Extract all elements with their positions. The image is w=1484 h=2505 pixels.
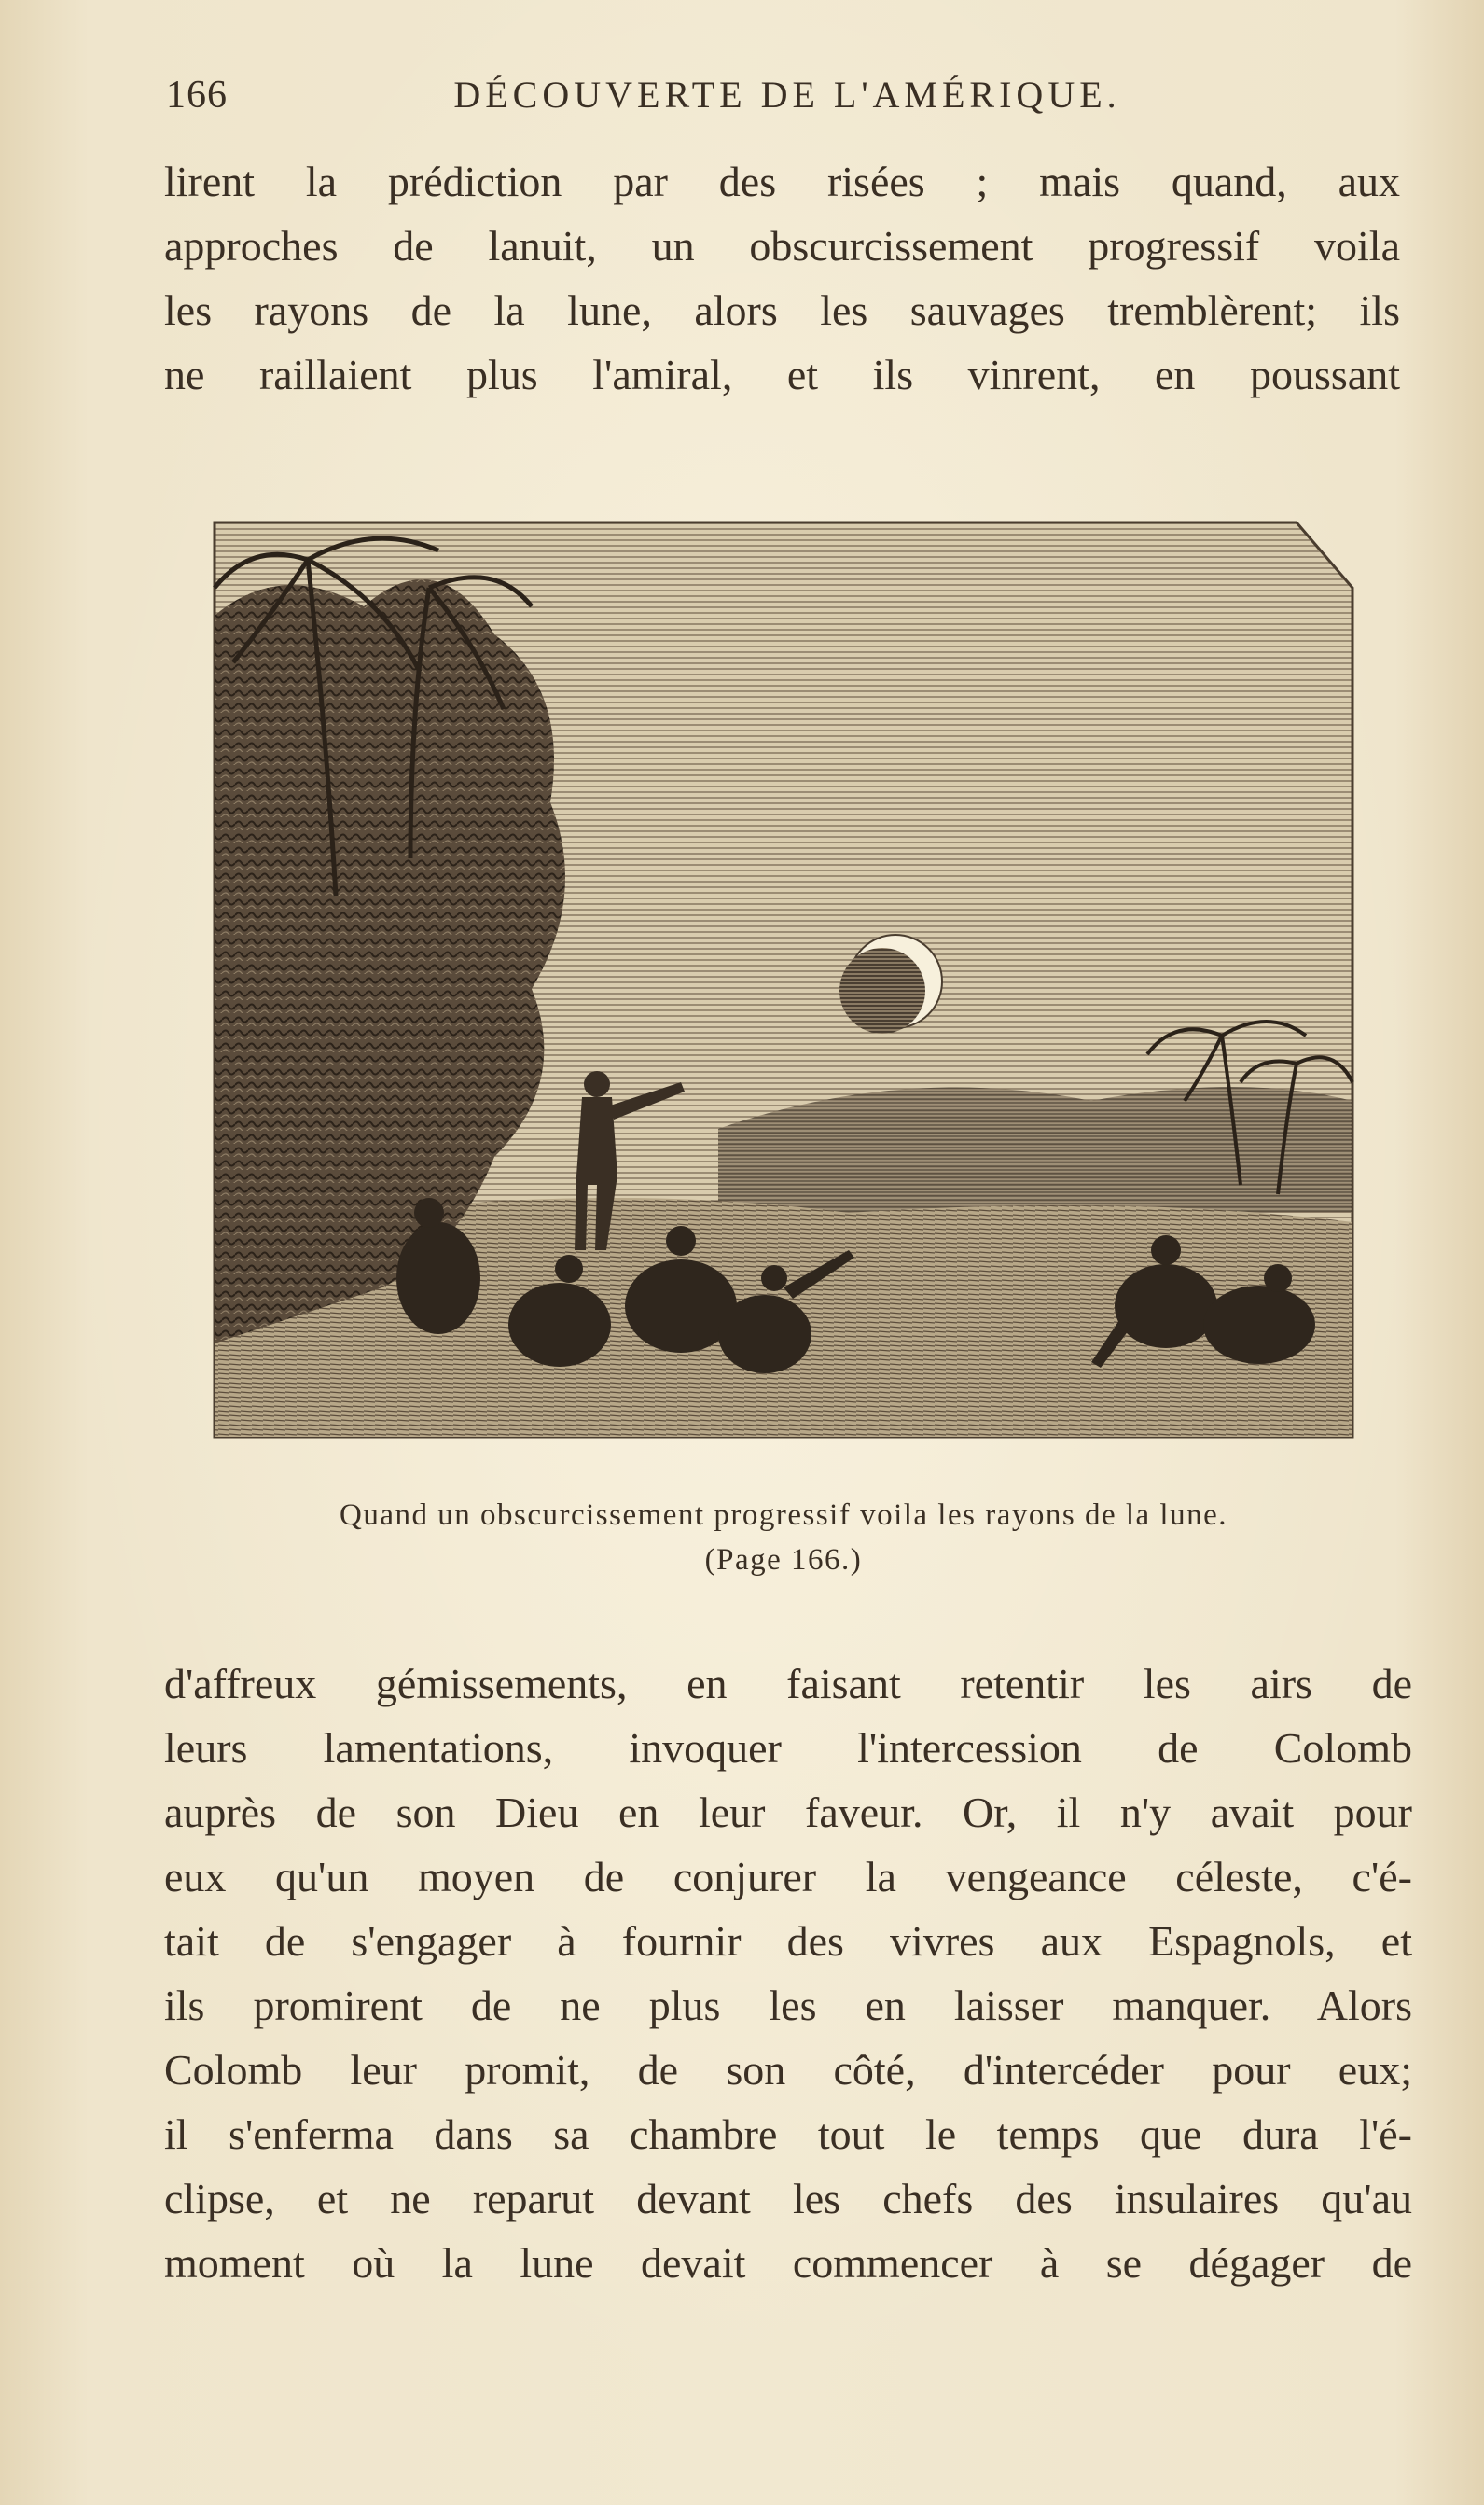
text-line: les rayons de la lune, alors les sauvages tremblèrent; ils bbox=[164, 286, 1400, 334]
paragraph-top bbox=[164, 149, 1400, 407]
caption-page-reference: (Page 166.) bbox=[704, 1543, 863, 1577]
eclipse-engraving bbox=[196, 504, 1367, 1451]
page-header bbox=[166, 73, 1408, 138]
paragraph-bottom bbox=[164, 1651, 1412, 2295]
text-line: il s'enferma dans sa chambre tout le temps que dura l'é- bbox=[164, 2110, 1412, 2158]
text-line: tait de s'engager à fournir des vivres aux Espagnols, et bbox=[164, 1917, 1412, 1965]
running-title: DÉCOUVERTE DE L'AMÉRIQUE. bbox=[453, 74, 1121, 116]
text-line: approches de lanuit, un obscurcissement progressif voila bbox=[164, 222, 1400, 270]
text-line: ils promirent de ne plus les en laisser manquer. Alors bbox=[164, 1982, 1412, 2029]
text-line: auprès de son Dieu en leur faveur. Or, il n'y avait pour bbox=[164, 1788, 1412, 1836]
text-line: d'affreux gémissements, en faisant retentir les airs de bbox=[164, 1660, 1412, 1707]
caption-text: Quand un obscurcissement progressif voila les rayons de la lune. bbox=[340, 1498, 1227, 1532]
figure-caption bbox=[149, 1493, 1418, 1582]
text-line: Colomb leur promit, de son côté, d'intercéder pour eux; bbox=[164, 2046, 1412, 2094]
text-line: moment où la lune devait commencer à se dégager de bbox=[164, 2239, 1412, 2287]
distant-hills bbox=[718, 1087, 1352, 1213]
text-line: leurs lamentations, invoquer l'intercession de Colomb bbox=[164, 1724, 1412, 1772]
text-line: eux qu'un moyen de conjurer la vengeance céleste, c'é- bbox=[164, 1853, 1412, 1900]
text-line: clipse, et ne reparut devant les chefs des insulaires qu'au bbox=[164, 2175, 1412, 2222]
text-line: ne raillaient plus l'amiral, et ils vinrent, en poussant bbox=[164, 351, 1400, 398]
page-number: 166 bbox=[166, 74, 228, 117]
text-line: lirent la prédiction par des risées ; mais quand, aux bbox=[164, 158, 1400, 205]
engraving-illustration bbox=[196, 504, 1367, 1451]
